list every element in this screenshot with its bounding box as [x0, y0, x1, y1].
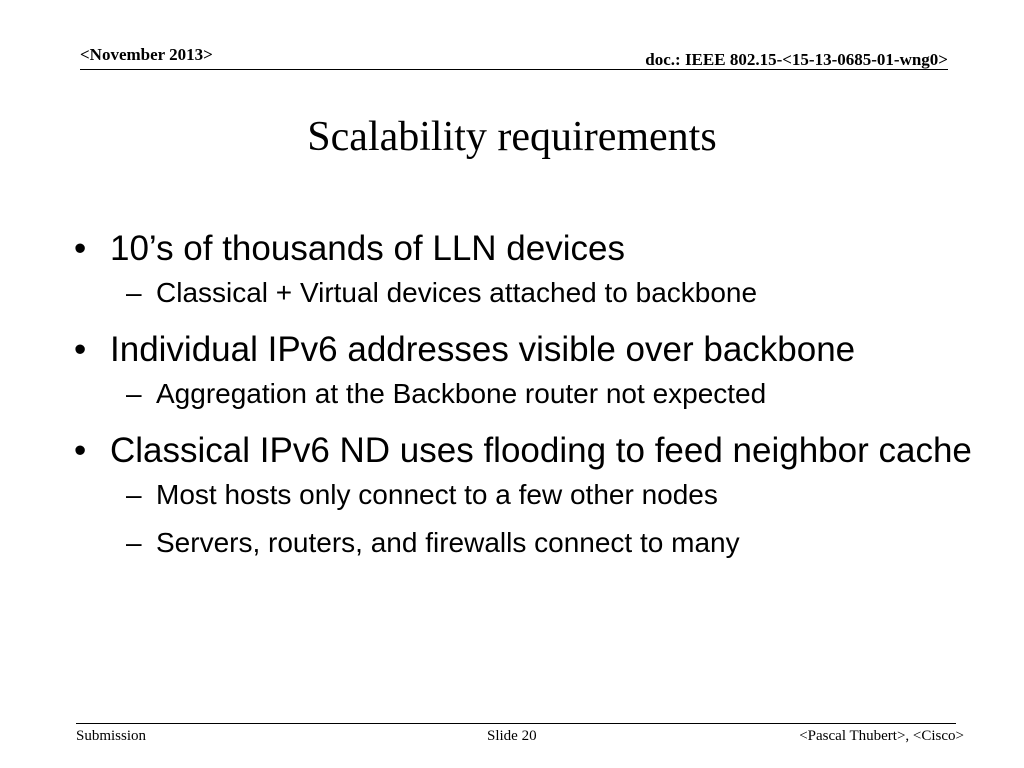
- sub-bullet-text: Servers, routers, and firewalls connect to many: [156, 527, 740, 558]
- dash-marker: –: [126, 527, 142, 558]
- bullet-marker: •: [74, 431, 87, 470]
- slide-body: [70, 226, 990, 577]
- sub-bullet-text: Aggregation at the Backbone router not expected: [156, 378, 767, 409]
- sub-bullet-item: [70, 274, 990, 312]
- slide-number: Slide 20: [487, 728, 537, 744]
- bullet-text: Individual IPv6 addresses visible over backbone: [110, 330, 856, 369]
- sub-bullet-item: [70, 524, 990, 562]
- header-date: <November 2013>: [80, 45, 213, 64]
- sub-bullet-item: [70, 375, 990, 413]
- dash-marker: –: [126, 277, 142, 308]
- bullet-item: [70, 428, 990, 474]
- header-divider: [80, 69, 948, 70]
- sub-bullet-item: [70, 476, 990, 514]
- dash-marker: –: [126, 479, 142, 510]
- bullet-marker: •: [74, 229, 87, 268]
- sub-bullet-text: Classical + Virtual devices attached to backbone: [156, 277, 758, 308]
- bullet-marker: •: [74, 330, 87, 369]
- bullet-text: Classical IPv6 ND uses flooding to feed neighbor cache: [110, 431, 972, 470]
- header-doc-id: doc.: IEEE 802.15-<15-13-0685-01-wng0>: [645, 50, 948, 69]
- footer-divider: [76, 723, 956, 724]
- sub-bullet-text: Most hosts only connect to a few other nodes: [156, 479, 718, 510]
- dash-marker: –: [126, 378, 142, 409]
- bullet-item: [70, 327, 990, 373]
- bullet-text: 10’s of thousands of LLN devices: [110, 229, 625, 268]
- slide-title: Scalability requirements: [307, 114, 717, 160]
- footer-submission: Submission: [76, 728, 147, 744]
- footer-author: <Pascal Thubert>, <Cisco>: [799, 728, 964, 744]
- bullet-item: [70, 226, 990, 272]
